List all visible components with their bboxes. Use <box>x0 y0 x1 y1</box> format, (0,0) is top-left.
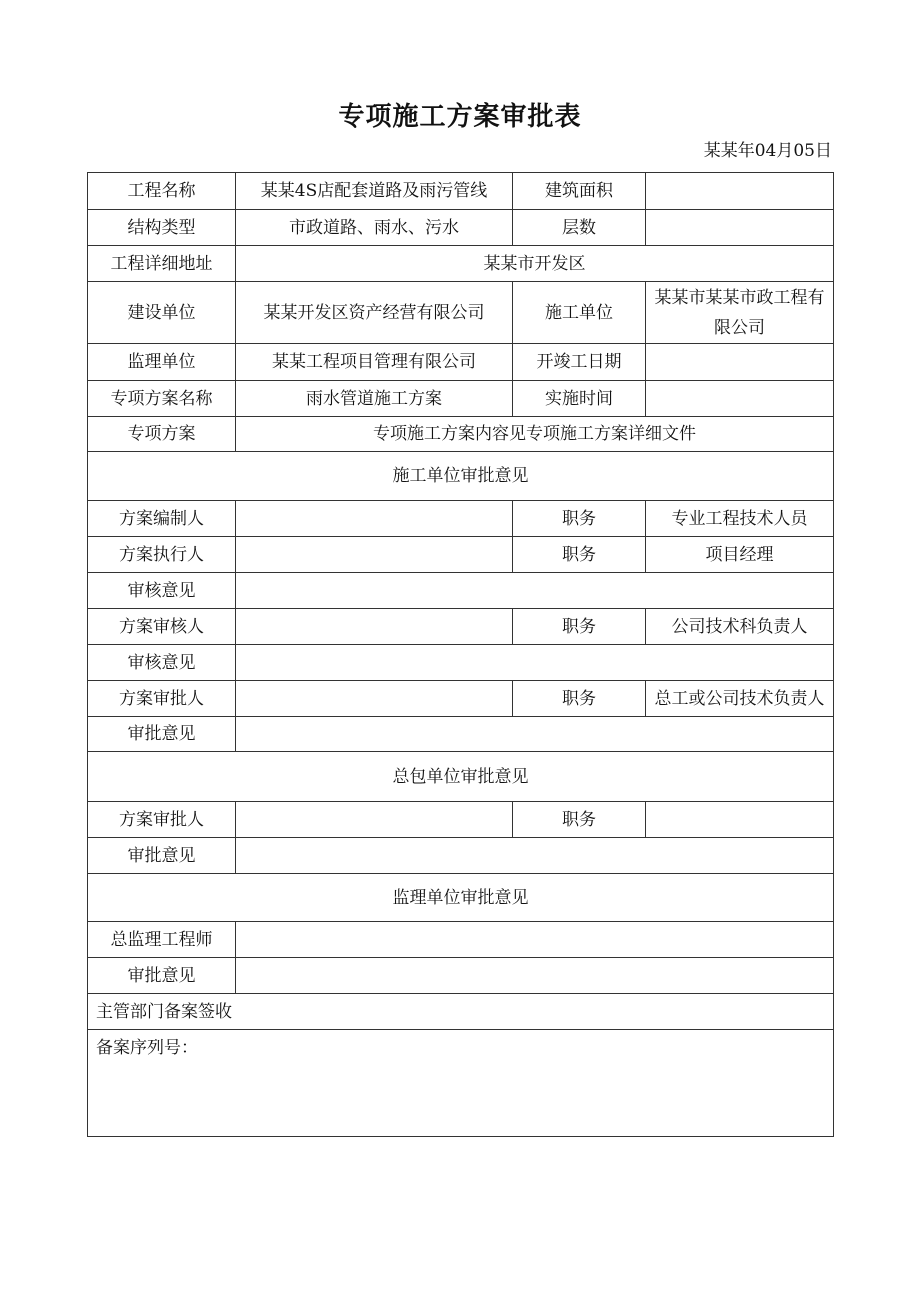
plan-name-label: 专项方案名称 <box>88 381 236 417</box>
impl-time-label: 实施时间 <box>513 381 646 417</box>
plan-name-value: 雨水管道施工方案 <box>236 381 513 417</box>
review-opinion2-value[interactable] <box>236 645 834 681</box>
approval-form-table <box>87 172 834 1137</box>
building-area-value[interactable] <box>646 173 834 210</box>
plan-value: 专项施工方案内容见专项施工方案详细文件 <box>236 417 834 452</box>
general-opinion-label: 审批意见 <box>88 838 236 874</box>
building-area-label: 建筑面积 <box>513 173 646 210</box>
structure-type-value: 市政道路、雨水、污水 <box>236 210 513 246</box>
page-title: 专项施工方案审批表 <box>338 102 582 132</box>
executor-value[interactable] <box>236 537 513 573</box>
general-approver-value[interactable] <box>236 802 513 838</box>
impl-time-value[interactable] <box>646 381 834 417</box>
project-name-value: 某某4S店配套道路及雨污管线 <box>236 173 513 210</box>
general-duty-value[interactable] <box>646 802 834 838</box>
contractor-label: 施工单位 <box>513 282 646 344</box>
dates-value[interactable] <box>646 344 834 381</box>
supervisor-label: 监理单位 <box>88 344 236 381</box>
supervision-opinion-label: 审批意见 <box>88 958 236 994</box>
filing-receipt-label: 主管部门备案签收 <box>88 994 834 1030</box>
builder-label: 建设单位 <box>88 282 236 344</box>
floors-value[interactable] <box>646 210 834 246</box>
filing-serial-label[interactable]: 备案序列号： <box>88 1030 834 1137</box>
floors-label: 层数 <box>513 210 646 246</box>
compiler-duty-value: 专业工程技术人员 <box>646 501 834 537</box>
general-opinion-value[interactable] <box>236 838 834 874</box>
reviewer-value[interactable] <box>236 609 513 645</box>
review-opinion-label: 审核意见 <box>88 573 236 609</box>
general-section-heading: 总包单位审批意见 <box>88 752 834 802</box>
compiler-duty-label: 职务 <box>513 501 646 537</box>
review-opinion2-label: 审核意见 <box>88 645 236 681</box>
approver-label: 方案审批人 <box>88 681 236 717</box>
project-name-label: 工程名称 <box>88 173 236 210</box>
form-date: 某某年04月05日 <box>703 141 832 161</box>
approve-opinion-value[interactable] <box>236 717 834 752</box>
chief-engineer-label: 总监理工程师 <box>88 922 236 958</box>
approver-value[interactable] <box>236 681 513 717</box>
dates-label: 开竣工日期 <box>513 344 646 381</box>
address-label: 工程详细地址 <box>88 246 236 282</box>
supervisor-value: 某某工程项目管理有限公司 <box>236 344 513 381</box>
compiler-label: 方案编制人 <box>88 501 236 537</box>
approver-duty-value: 总工或公司技术负责人 <box>646 681 834 717</box>
builder-value: 某某开发区资产经营有限公司 <box>236 282 513 344</box>
chief-engineer-value[interactable] <box>236 922 834 958</box>
review-opinion-value[interactable] <box>236 573 834 609</box>
executor-duty-value: 项目经理 <box>646 537 834 573</box>
reviewer-label: 方案审核人 <box>88 609 236 645</box>
reviewer-duty-value: 公司技术科负责人 <box>646 609 834 645</box>
approve-opinion-label: 审批意见 <box>88 717 236 752</box>
plan-label: 专项方案 <box>88 417 236 452</box>
general-duty-label: 职务 <box>513 802 646 838</box>
executor-label: 方案执行人 <box>88 537 236 573</box>
supervision-section-heading: 监理单位审批意见 <box>88 874 834 922</box>
contractor-value: 某某市某某市政工程有限公司 <box>646 282 834 344</box>
supervision-opinion-value[interactable] <box>236 958 834 994</box>
contractor-section-heading: 施工单位审批意见 <box>88 452 834 501</box>
structure-type-label: 结构类型 <box>88 210 236 246</box>
approver-duty-label: 职务 <box>513 681 646 717</box>
general-approver-label: 方案审批人 <box>88 802 236 838</box>
executor-duty-label: 职务 <box>513 537 646 573</box>
address-value: 某某市开发区 <box>236 246 834 282</box>
reviewer-duty-label: 职务 <box>513 609 646 645</box>
compiler-value[interactable] <box>236 501 513 537</box>
